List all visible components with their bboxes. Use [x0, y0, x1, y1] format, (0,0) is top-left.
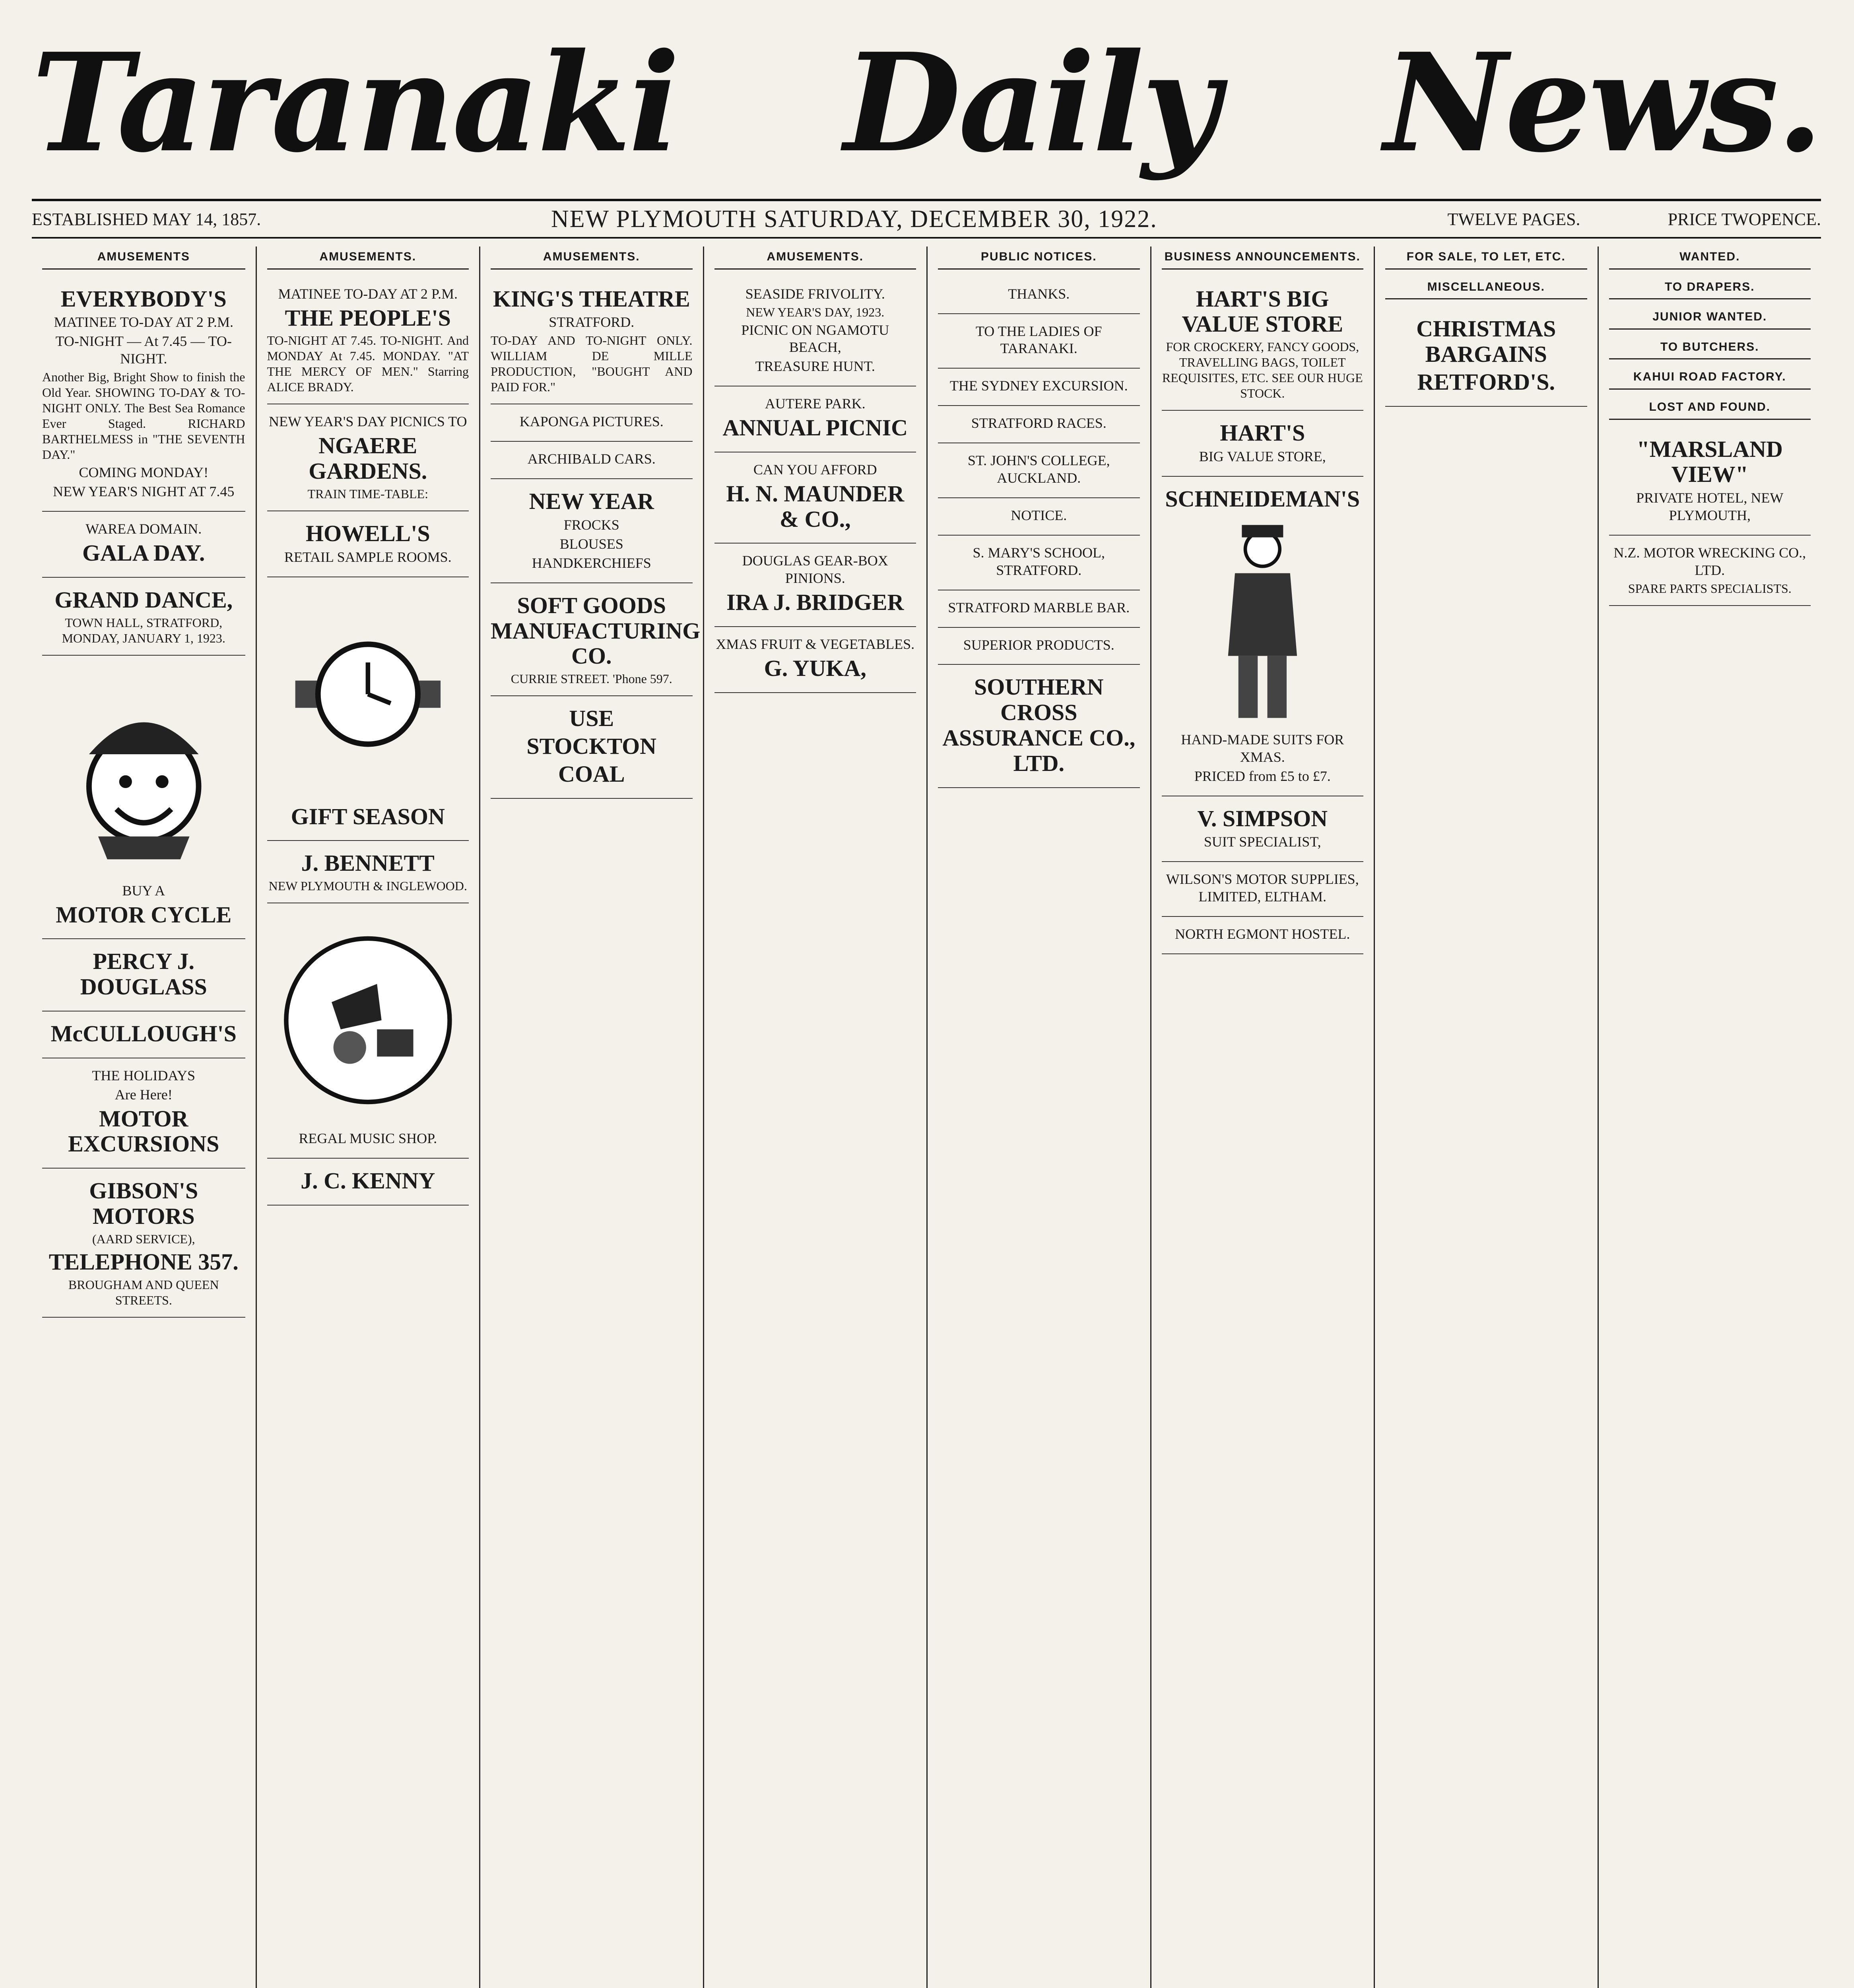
ad-title: SOUTHERN CROSS ASSURANCE CO., LTD.	[942, 674, 1136, 776]
ad-title: J. C. KENNY	[301, 1168, 435, 1194]
ad-times: TO-NIGHT — At 7.45 — TO-NIGHT.	[55, 333, 232, 367]
ad-grand-dance	[42, 578, 245, 656]
ad-autere	[714, 386, 916, 452]
ad-title: PERCY J. DOUGLASS	[80, 948, 207, 1000]
ad-warea	[42, 512, 245, 578]
ad-douglass	[42, 939, 245, 1011]
ad-subtitle: MATINEE TO-DAY AT 2 P.M.	[54, 314, 233, 330]
ad-subtitle: NEW YEAR'S DAY PICNICS TO	[268, 414, 467, 430]
column-2	[256, 247, 480, 1988]
ad-subtitle: SUIT SPECIALIST,	[1204, 834, 1321, 850]
ad-archibald	[491, 442, 693, 479]
ad-holidays	[42, 1058, 245, 1169]
ad-subtitle: REGAL MUSIC SHOP.	[299, 1130, 437, 1147]
ad-subtitle: RETAIL SAMPLE ROOMS.	[284, 549, 452, 565]
notice-st-johns	[938, 443, 1140, 498]
ad-schneidemans	[1162, 477, 1364, 796]
notice-marble-bar	[938, 590, 1140, 628]
ad-subtitle: TREASURE HUNT.	[755, 358, 875, 375]
ad-retfords	[1385, 307, 1587, 406]
ad-body: TO-NIGHT AT 7.45. TO-NIGHT. And MONDAY At 7.45. MONDAY. "AT THE MERCY OF MEN." Starring ALICE BRADY.	[267, 333, 469, 394]
ad-line: NEW YEAR'S DAY, 1923.	[746, 305, 885, 319]
ad-coming: COMING MONDAY!	[79, 464, 209, 481]
notice-southern-cross	[938, 665, 1140, 788]
ad-kaponga	[491, 404, 693, 442]
ad-title: IRA J. BRIDGER	[726, 589, 904, 615]
ad-subtitle: NORTH EGMONT HOSTEL.	[1175, 926, 1350, 942]
ad-subtitle: WAREA DOMAIN.	[85, 521, 202, 537]
ad-howells	[267, 511, 469, 577]
columns	[32, 247, 1821, 1988]
ad-title: HART'S BIG VALUE STORE	[1182, 285, 1343, 337]
ad-subtitle: ST. JOHN'S COLLEGE, AUCKLAND.	[967, 452, 1110, 486]
column-subheading: MISCELLANEOUS.	[1385, 277, 1587, 300]
gramophone-dog-icon	[277, 917, 459, 1124]
column-heading: AMUSEMENTS.	[491, 247, 693, 270]
ad-wilsons	[1162, 862, 1364, 917]
column-subheading: LOST AND FOUND.	[1609, 397, 1811, 420]
wristwatch-icon	[277, 591, 459, 798]
column-heading: AMUSEMENTS.	[267, 247, 469, 270]
notice-superior	[938, 628, 1140, 665]
ad-title: EVERYBODY'S	[60, 285, 227, 312]
column-heading: AMUSEMENTS.	[714, 247, 916, 270]
ad-regal-music	[267, 903, 469, 1159]
ad-line: SPARE PARTS SPECIALISTS.	[1628, 581, 1792, 596]
ad-new-year-frocks	[491, 479, 693, 583]
ad-subtitle: BUY A	[122, 882, 165, 899]
ad-subtitle: N.Z. MOTOR WRECKING CO., LTD.	[1613, 544, 1806, 578]
ad-subtitle: XMAS FRUIT & VEGETABLES.	[716, 636, 915, 652]
place-date: NEW PLYMOUTH SATURDAY, DECEMBER 30, 1922.	[551, 205, 1157, 233]
ad-subtitle: DOUGLAS GEAR-BOX PINIONS.	[742, 553, 888, 586]
ad-subtitle: THE HOLIDAYS	[92, 1067, 196, 1083]
ad-bridger	[714, 544, 916, 627]
ad-body: TO-DAY AND TO-NIGHT ONLY. WILLIAM DE MILLE PRODUCTION, "BOUGHT AND PAID FOR."	[491, 333, 693, 394]
ad-everybodys	[42, 277, 245, 512]
masthead-word-1: Taranaki	[32, 24, 678, 182]
column-heading: AMUSEMENTS	[42, 247, 245, 270]
ad-subtitle: MATINEE TO-DAY AT 2 P.M.	[278, 285, 458, 302]
ad-gibsons	[42, 1169, 245, 1317]
ad-title: USE	[569, 705, 614, 732]
ad-gift-season	[267, 577, 469, 841]
ad-title: NGAERE GARDENS.	[309, 433, 427, 484]
ad-title: NEW YEAR	[529, 488, 654, 514]
ad-subtitle: THE SYDNEY EXCURSION.	[949, 378, 1128, 394]
ad-title: MOTOR CYCLE	[56, 901, 232, 928]
ad-title: "MARSLAND VIEW"	[1637, 436, 1783, 487]
ad-title: G. YUKA,	[764, 655, 866, 681]
ad-subtitle: TO THE LADIES OF TARANAKI.	[975, 323, 1102, 357]
ad-marsland	[1609, 427, 1811, 536]
column-6	[1150, 247, 1374, 1988]
ad-line: FOR CROCKERY, FANCY GOODS, TRAVELLING BAGS, TOILET REQUISITES, ETC. SEE OUR HUGE STOCK.	[1162, 340, 1363, 401]
ad-title: V. SIMPSON	[1197, 805, 1328, 831]
ad-simpson	[1162, 796, 1364, 862]
ad-peoples	[267, 277, 469, 405]
ad-body: Another Big, Bright Show to finish the Old Year. SHOWING TO-DAY & TO-NIGHT ONLY. The Best Sea Romance Ever Staged. RICHARD BARTHELMESS in "THE SEVENTH DAY."	[42, 370, 245, 462]
column-heading: BUSINESS ANNOUNCEMENTS.	[1162, 247, 1364, 270]
column-heading: WANTED.	[1609, 247, 1811, 270]
ad-subtitle: PRICED from £5 to £7.	[1194, 768, 1331, 784]
ad-maunder	[714, 452, 916, 544]
ad-yuka	[714, 627, 916, 693]
ad-kenny	[267, 1159, 469, 1206]
ad-telephone: TELEPHONE 357.	[49, 1248, 239, 1275]
ad-line: (AARD SERVICE),	[92, 1231, 195, 1246]
ad-subtitle: FROCKS	[563, 517, 619, 533]
ad-subtitle: SUPERIOR PRODUCTS.	[963, 637, 1114, 653]
his-masters-voice-illustration	[277, 917, 459, 1124]
ad-subtitle: BIG VALUE STORE,	[1199, 448, 1326, 465]
ad-picnics	[267, 404, 469, 511]
ad-title: THE PEOPLE'S	[285, 305, 451, 331]
ad-subtitle: S. MARY'S SCHOOL, STRATFORD.	[973, 544, 1105, 578]
ad-soft-goods	[491, 583, 701, 696]
column-8	[1598, 247, 1821, 1988]
masthead	[32, 16, 1821, 191]
ad-title: GALA DAY.	[82, 540, 205, 566]
ad-mccullough	[42, 1011, 245, 1058]
ad-title: McCULLOUGH'S	[50, 1020, 237, 1046]
notice-thanks	[938, 277, 1140, 314]
ad-subtitle: PRIVATE HOTEL, NEW PLYMOUTH,	[1636, 490, 1784, 524]
ad-title: HOWELL'S	[305, 520, 430, 546]
column-5	[926, 247, 1150, 1988]
ad-title: RETFORD'S.	[1417, 369, 1555, 395]
column-heading: PUBLIC NOTICES.	[938, 247, 1140, 270]
ad-new-year: NEW YEAR'S NIGHT AT 7.45	[53, 483, 235, 500]
column-3	[479, 247, 703, 1988]
ad-title: SCHNEIDEMAN'S	[1165, 486, 1360, 512]
ad-line: CURRIE STREET. 'Phone 597.	[511, 672, 672, 686]
jester-illustration	[52, 669, 235, 876]
ad-line: TRAIN TIME-TABLE:	[307, 486, 428, 501]
ad-title: GIBSON'S MOTORS	[89, 1178, 198, 1229]
ad-harts	[1162, 277, 1364, 411]
ad-subtitle: PICNIC ON NGAMOTU BEACH,	[741, 322, 889, 355]
ad-title: COAL	[558, 761, 625, 787]
ad-subtitle: SEASIDE FRIVOLITY.	[745, 285, 885, 302]
ad-title: H. N. MAUNDER & CO.,	[726, 480, 905, 532]
ad-line: NEW PLYMOUTH & INGLEWOOD.	[268, 879, 467, 893]
ad-subtitle: NOTICE.	[1011, 507, 1067, 523]
notice-notice	[938, 498, 1140, 536]
masthead-word-3: News.	[1384, 24, 1821, 182]
ad-subtitle: STRATFORD.	[549, 314, 635, 330]
ad-subtitle: HAND-MADE SUITS FOR XMAS.	[1181, 731, 1344, 765]
ad-stockton-coal	[491, 696, 693, 798]
ad-title: ANNUAL PICNIC	[722, 415, 908, 441]
ad-kings-theatre	[491, 277, 693, 405]
ad-title: STOCKTON	[526, 733, 657, 759]
ad-title: CHRISTMAS BARGAINS	[1416, 316, 1556, 367]
ad-motor-cycle	[42, 656, 245, 940]
ad-nz-motor-wrecking	[1609, 536, 1811, 606]
ad-line: BROUGHAM AND QUEEN STREETS.	[68, 1277, 219, 1307]
notice-stratford-races	[938, 406, 1140, 443]
ad-subtitle: CAN YOU AFFORD	[753, 461, 877, 478]
ad-title: HART'S	[1220, 420, 1305, 446]
notice-st-marys	[938, 536, 1140, 590]
ad-subtitle: AUTERE PARK.	[765, 396, 866, 412]
established: ESTABLISHED MAY 14, 1857.	[32, 209, 261, 229]
ad-subtitle: BLOUSES	[559, 536, 623, 552]
ad-subtitle: KAPONGA PICTURES.	[519, 414, 664, 430]
notice-ladies	[938, 314, 1140, 369]
ad-bennett	[267, 841, 469, 903]
column-7	[1374, 247, 1598, 1988]
masthead-word-2: Daily	[843, 24, 1218, 182]
notice-sydney	[938, 369, 1140, 406]
watch-illustration	[277, 591, 459, 798]
ad-title: SOFT GOODS MANUFACTURING CO.	[491, 592, 701, 669]
price: PRICE TWOPENCE.	[1668, 209, 1821, 229]
column-subheading: TO DRAPERS.	[1609, 277, 1811, 300]
ad-title: MOTOR EXCURSIONS	[68, 1105, 219, 1157]
ad-harts-2	[1162, 411, 1364, 477]
ad-title: GIFT SEASON	[291, 803, 445, 829]
column-heading: FOR SALE, TO LET, ETC.	[1385, 247, 1587, 270]
page-count: TWELVE PAGES.	[1447, 209, 1580, 229]
column-1	[32, 247, 256, 1988]
ad-line: TOWN HALL, STRATFORD, MONDAY, JANUARY 1, 1923.	[62, 615, 225, 645]
dateline	[32, 199, 1821, 239]
ad-hostel	[1162, 917, 1364, 954]
suited-man-icon	[1172, 518, 1353, 725]
ad-subtitle: STRATFORD MARBLE BAR.	[948, 599, 1130, 615]
column-subheading: JUNIOR WANTED.	[1609, 307, 1811, 330]
ad-subtitle: WILSON'S MOTOR SUPPLIES, LIMITED, ELTHAM.	[1166, 871, 1359, 905]
column-subheading: KAHUI ROAD FACTORY.	[1609, 367, 1811, 390]
ad-subtitle: THANKS.	[1008, 285, 1070, 302]
jester-face-icon	[52, 669, 235, 876]
column-subheading: TO BUTCHERS.	[1609, 337, 1811, 360]
ad-subtitle: ARCHIBALD CARS.	[527, 451, 656, 467]
ad-subtitle: STRATFORD RACES.	[971, 415, 1107, 431]
column-4	[703, 247, 927, 1988]
ad-subtitle: HANDKERCHIEFS	[532, 555, 651, 571]
ad-title: KING'S THEATRE	[493, 285, 690, 312]
ad-subtitle: Are Here!	[115, 1086, 173, 1103]
ad-title: J. BENNETT	[301, 850, 435, 876]
suited-man-illustration	[1172, 518, 1353, 725]
ad-title: GRAND DANCE,	[54, 586, 233, 613]
ad-seaside	[714, 277, 916, 387]
